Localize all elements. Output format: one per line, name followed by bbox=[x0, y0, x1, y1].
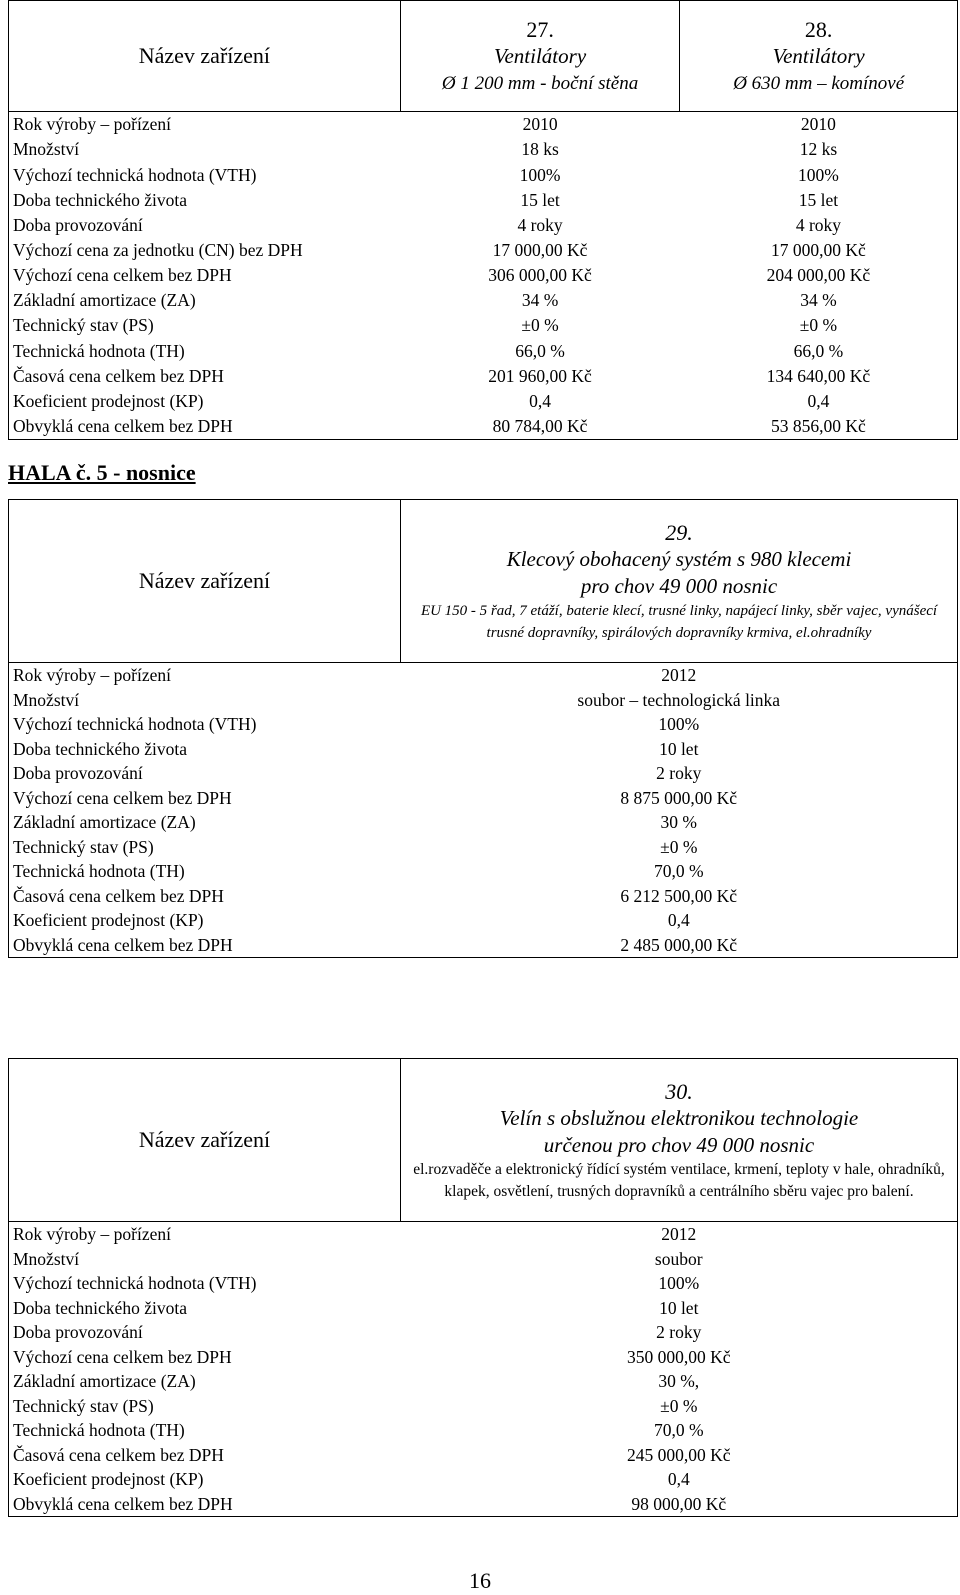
column-header-28 bbox=[680, 1, 958, 112]
item-title-line2: určenou pro chov 49 000 nosnic bbox=[543, 1132, 815, 1157]
table-row bbox=[9, 761, 958, 786]
equipment-table-cage-system bbox=[8, 499, 958, 958]
table-row bbox=[9, 859, 958, 884]
row-value: 12 ks bbox=[799, 139, 838, 160]
row-label: Doba technického života bbox=[13, 1297, 187, 1318]
row-label: Rok výroby – pořízení bbox=[13, 1224, 171, 1244]
table-row bbox=[9, 663, 958, 688]
row-value: 2 roky bbox=[656, 763, 702, 783]
table-row bbox=[9, 162, 958, 187]
row-value: 2012 bbox=[661, 1224, 697, 1244]
row-value: 98 000,00 Kč bbox=[631, 1493, 727, 1514]
row-value: 66,0 % bbox=[793, 340, 844, 361]
table-row bbox=[9, 137, 958, 162]
row-label: Technická hodnota (TH) bbox=[13, 1420, 185, 1440]
row-label: Výchozí cena celkem bez DPH bbox=[13, 1346, 232, 1367]
row-label: Základní amortizace (ZA) bbox=[13, 812, 196, 832]
table-row bbox=[9, 1467, 958, 1492]
item-number: 28. bbox=[804, 16, 833, 42]
row-label: Obvyklá cena celkem bez DPH bbox=[13, 934, 233, 955]
row-label: Technická hodnota (TH) bbox=[13, 861, 185, 881]
row-value: 34 % bbox=[521, 290, 559, 311]
row-value: 2 485 000,00 Kč bbox=[620, 934, 738, 955]
table-header bbox=[9, 500, 958, 663]
row-value: 2010 bbox=[522, 114, 558, 135]
table-row bbox=[9, 313, 958, 338]
row-label: Obvyklá cena celkem bez DPH bbox=[13, 416, 233, 437]
row-value: 17 000,00 Kč bbox=[492, 240, 588, 261]
table-row bbox=[9, 389, 958, 414]
row-label: Technický stav (PS) bbox=[13, 315, 154, 336]
table-row bbox=[9, 1271, 958, 1296]
row-label: Množství bbox=[13, 1248, 80, 1269]
row-label: Výchozí technická hodnota (VTH) bbox=[13, 1273, 257, 1293]
table-row bbox=[9, 1345, 958, 1370]
item-title: Velín s obslužnou elektronikou technologie bbox=[499, 1105, 859, 1130]
table-row bbox=[9, 263, 958, 288]
row-value: 18 ks bbox=[521, 139, 559, 160]
item-title: Klecový obohacený systém s 980 klecemi bbox=[506, 546, 852, 571]
row-value: 100% bbox=[658, 1273, 700, 1293]
item-title: Ventilátory bbox=[493, 43, 587, 68]
item-title: Ventilátory bbox=[772, 43, 865, 68]
row-label: Základní amortizace (ZA) bbox=[13, 290, 196, 311]
page-number: 16 bbox=[469, 1568, 491, 1593]
row-label: Doba provozování bbox=[13, 214, 143, 235]
row-label: Koeficient prodejnost (KP) bbox=[13, 390, 204, 411]
item-description: EU 150 - 5 řad, 7 etáží, baterie klecí, trusné linky, napájecí linky, sběr vajec, vynášecí trusné dopravníky, spirálových dopravníky krmiva, el.ohradníky bbox=[420, 602, 938, 641]
row-value: 0,4 bbox=[667, 1469, 690, 1489]
table-row bbox=[9, 187, 958, 212]
row-value: 350 000,00 Kč bbox=[626, 1346, 731, 1367]
row-value: 30 %, bbox=[658, 1371, 700, 1391]
table-row bbox=[9, 288, 958, 313]
row-value: 2010 bbox=[800, 114, 836, 135]
row-label: Doba technického života bbox=[13, 738, 187, 759]
row-value: 17 000,00 Kč bbox=[771, 240, 866, 261]
table-row bbox=[9, 363, 958, 388]
item-title-line2: pro chov 49 000 nosnic bbox=[580, 573, 778, 598]
table-row bbox=[9, 786, 958, 811]
column-header-27 bbox=[400, 1, 680, 112]
row-label: Doba provozování bbox=[13, 763, 143, 783]
row-label: Časová cena celkem bez DPH bbox=[13, 365, 224, 386]
row-value: 4 roky bbox=[795, 214, 842, 235]
row-value: 134 640,00 Kč bbox=[766, 365, 871, 386]
table-row bbox=[9, 737, 958, 762]
table-row bbox=[9, 810, 958, 835]
row-label: Výchozí cena celkem bez DPH bbox=[13, 787, 232, 808]
table-row bbox=[9, 1418, 958, 1443]
row-value: soubor bbox=[654, 1248, 703, 1269]
item-subtitle: Ø 630 mm – komínové bbox=[733, 72, 905, 94]
equipment-table-control-room bbox=[8, 1058, 958, 1517]
table-header bbox=[9, 1, 958, 112]
row-value: 10 let bbox=[659, 738, 699, 759]
row-value: 8 875 000,00 Kč bbox=[620, 787, 738, 808]
row-value: 4 roky bbox=[517, 214, 563, 235]
name-header: Název zařízení bbox=[9, 1, 401, 112]
row-label: Technická hodnota (TH) bbox=[13, 340, 185, 361]
equipment-table-ventilators bbox=[8, 0, 958, 440]
row-value: 100% bbox=[798, 164, 839, 185]
row-value: 0,4 bbox=[807, 390, 830, 411]
row-value: 34 % bbox=[800, 290, 837, 311]
table-row bbox=[9, 213, 958, 238]
row-value: 201 960,00 Kč bbox=[488, 365, 592, 386]
row-label: Množství bbox=[13, 139, 80, 160]
row-label: Koeficient prodejnost (KP) bbox=[13, 1469, 204, 1489]
name-header: Název zařízení bbox=[9, 1059, 401, 1222]
table-row bbox=[9, 835, 958, 860]
row-value: 10 let bbox=[659, 1297, 699, 1318]
row-value: ±0 % bbox=[799, 315, 838, 336]
section-title: HALA č. 5 - nosnice bbox=[8, 460, 196, 485]
table-row bbox=[9, 338, 958, 363]
row-label: Základní amortizace (ZA) bbox=[13, 1371, 196, 1391]
row-label: Koeficient prodejnost (KP) bbox=[13, 910, 204, 930]
row-value: 245 000,00 Kč bbox=[626, 1444, 731, 1465]
table-row bbox=[9, 238, 958, 263]
item-subtitle: Ø 1 200 mm - boční stěna bbox=[441, 72, 639, 94]
table-row bbox=[9, 908, 958, 933]
table-row bbox=[9, 712, 958, 737]
table-row bbox=[9, 1394, 958, 1419]
row-value: ±0 % bbox=[660, 1395, 698, 1416]
row-value: 15 let bbox=[520, 189, 560, 210]
item-number: 29. bbox=[665, 519, 693, 545]
row-label: Časová cena celkem bez DPH bbox=[13, 885, 224, 906]
row-value: ±0 % bbox=[521, 315, 559, 336]
table-row bbox=[9, 933, 958, 958]
row-label: Doba provozování bbox=[13, 1322, 143, 1342]
row-value: 0,4 bbox=[529, 390, 551, 411]
row-value: 2 roky bbox=[656, 1322, 702, 1342]
table-row bbox=[9, 1296, 958, 1321]
row-label: Výchozí technická hodnota (VTH) bbox=[13, 164, 257, 185]
row-label: Výchozí cena za jednotku (CN) bez DPH bbox=[13, 240, 303, 261]
row-label: Časová cena celkem bez DPH bbox=[13, 1444, 224, 1465]
row-label: Doba technického života bbox=[13, 189, 187, 210]
item-number: 30. bbox=[665, 1078, 693, 1104]
row-label: Výchozí cena celkem bez DPH bbox=[13, 265, 232, 286]
row-value: 30 % bbox=[660, 812, 697, 832]
table-row bbox=[9, 884, 958, 909]
row-value: 15 let bbox=[798, 189, 839, 210]
row-label: Technický stav (PS) bbox=[13, 836, 154, 857]
name-header: Název zařízení bbox=[9, 500, 401, 663]
table-row bbox=[9, 1247, 958, 1272]
row-value: soubor – technologická linka bbox=[577, 689, 781, 710]
row-value: ±0 % bbox=[660, 836, 698, 857]
row-value: 80 784,00 Kč bbox=[492, 416, 588, 437]
table-row bbox=[9, 1369, 958, 1394]
row-label: Rok výroby – pořízení bbox=[13, 114, 171, 135]
item-number: 27. bbox=[526, 16, 554, 42]
table-row bbox=[9, 1320, 958, 1345]
row-value: 70,0 % bbox=[653, 1420, 704, 1440]
table-row bbox=[9, 1492, 958, 1517]
row-value: 100% bbox=[519, 164, 561, 185]
column-header-30 bbox=[401, 1059, 958, 1222]
table-row bbox=[9, 688, 958, 713]
row-label: Technický stav (PS) bbox=[13, 1395, 154, 1416]
row-label: Rok výroby – pořízení bbox=[13, 665, 171, 685]
row-value: 0,4 bbox=[667, 910, 690, 930]
table-row bbox=[9, 112, 958, 138]
item-description: el.rozvaděče a elektronický řídící systém ventilace, krmení, teploty v hale, ohradníků, klapek, osvětlení, trusných dopravníků a centrálního sběru vajec pro balení. bbox=[413, 1160, 945, 1200]
table-row bbox=[9, 1443, 958, 1468]
table-row bbox=[9, 414, 958, 440]
row-value: 66,0 % bbox=[515, 340, 565, 361]
row-value: 306 000,00 Kč bbox=[488, 265, 592, 286]
row-label: Množství bbox=[13, 689, 80, 710]
row-value: 70,0 % bbox=[653, 861, 704, 881]
row-value: 204 000,00 Kč bbox=[766, 265, 871, 286]
table-row bbox=[9, 1222, 958, 1247]
column-header-29 bbox=[401, 500, 958, 663]
row-value: 100% bbox=[658, 714, 700, 734]
row-label: Výchozí technická hodnota (VTH) bbox=[13, 714, 257, 734]
row-value: 53 856,00 Kč bbox=[771, 416, 866, 437]
table-header bbox=[9, 1059, 958, 1222]
row-value: 6 212 500,00 Kč bbox=[620, 885, 738, 906]
row-value: 2012 bbox=[661, 665, 697, 685]
row-label: Obvyklá cena celkem bez DPH bbox=[13, 1493, 233, 1514]
